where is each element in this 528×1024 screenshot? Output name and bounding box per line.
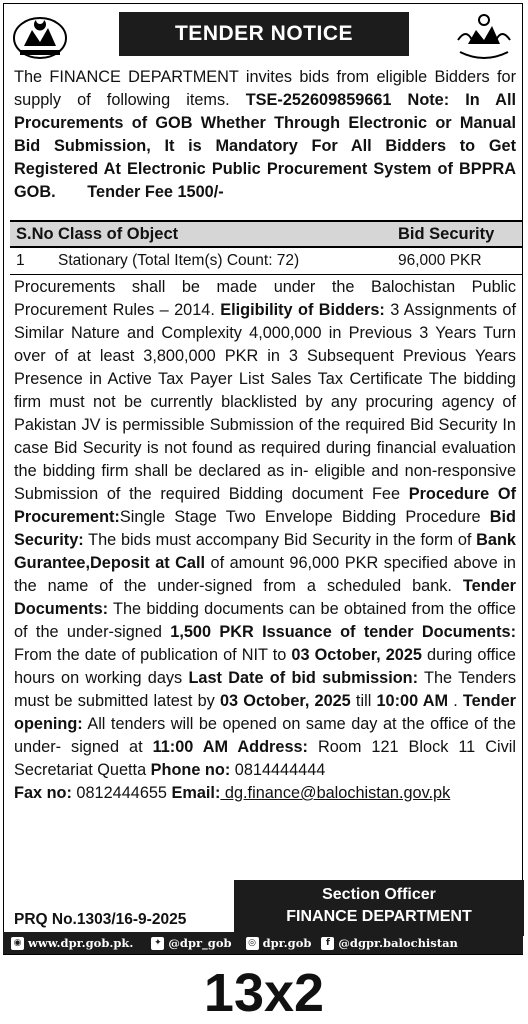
body-text: during office hours on working days — [14, 646, 516, 687]
body-bold: Tender opening: — [14, 692, 516, 733]
prq-number: PRQ No.1303/16-9-2025 — [14, 911, 187, 928]
signature-title: Section Officer — [322, 886, 436, 903]
twitter-label: @dpr_gob — [168, 936, 232, 950]
body-text: till — [350, 692, 377, 710]
intro-paragraph — [14, 66, 516, 204]
intro-text: The FINANCE DEPARTMENT invites bids from eligible Bidders for supply of following items. — [14, 68, 516, 109]
body-bold: 10:00 AM — [376, 692, 449, 710]
body-text: The bids must accompany Bid Security in the form of — [83, 531, 477, 549]
instagram-label: dpr.gob — [262, 936, 312, 950]
instagram-icon: ◎ — [246, 937, 259, 950]
fax-number: 0812444655 — [71, 784, 172, 802]
government-seal-icon — [452, 10, 516, 60]
body-text: Room 121 Block 11 Civil Secretariat Quetta — [14, 738, 516, 779]
globe-icon: ◉ — [11, 937, 24, 950]
page-title: TENDER NOTICE — [119, 12, 409, 56]
body-bold: Last Date of bid submission: — [188, 669, 419, 687]
table-row — [10, 248, 522, 275]
body-text: From the date of publication of NIT to — [14, 646, 292, 664]
body-text: . — [448, 692, 463, 710]
body-bold: Bid Security: — [14, 508, 516, 549]
notice-frame — [3, 3, 523, 955]
col-sno-header: S.No — [16, 224, 54, 243]
body-bold: 03 October, 2025 — [291, 646, 422, 664]
body-bold: 11:00 AM Address: — [152, 738, 308, 756]
signature-department: FINANCE DEPARTMENT — [286, 908, 472, 925]
ad-size-label: 13x2 — [203, 963, 325, 1023]
facebook-label: @dgpr.balochistan — [338, 936, 458, 950]
body-text: The Tenders must be submitted latest by — [14, 669, 516, 710]
body-bold: 03 October, 2025 — [220, 692, 351, 710]
body-text: of amount 96,000 PKR specified above in the name of the under-signed from a scheduled bank. — [14, 554, 516, 595]
body-bold: Eligibility of Bidders: — [220, 301, 385, 319]
body-bold: Fax no: — [14, 784, 72, 802]
cell-security: 96,000 PKR — [398, 252, 482, 269]
body-bold: Email: — [171, 784, 221, 802]
items-table — [10, 220, 522, 272]
intro-note: TSE-252609859661 Note: In All Procurements of GOB Whether Through Electronic or Manual Bid Submission, It is Mandatory For All Bidders to Get Registered At Electronic Public Procurement System of BPPRA GOB. — [14, 91, 516, 201]
cell-object: Stationary (Total Item(s) Count: 72) — [58, 252, 300, 269]
body-text: All tenders will be opened on same day at the office of the under- signed at — [14, 715, 516, 756]
cell-sno: 1 — [16, 252, 25, 269]
body-paragraph — [14, 276, 516, 805]
email-link[interactable]: dg.finance@balochistan.gov.pk — [220, 784, 451, 802]
header — [4, 4, 524, 66]
table-header — [10, 220, 522, 248]
body-bold: 1,500 PKR Issuance of tender Documents: — [170, 623, 516, 641]
footer-facebook[interactable] — [321, 936, 458, 950]
website-label: www.dpr.gob.pk. — [28, 936, 134, 950]
body-text: The bidding documents can be obtained from the office of the under-signed — [14, 600, 516, 641]
footer-website[interactable] — [11, 936, 133, 950]
body-bold: Phone no: — [150, 761, 231, 779]
body-bold: Procedure Of Procurement: — [14, 485, 516, 526]
signature-block — [234, 880, 524, 936]
body-bold: Bank Gurantee,Deposit at Call — [14, 531, 516, 572]
body-text: 3 Assignments of Similar Nature and Complexity 4,000,000 in Previous 3 Years Turn over of at least 3,800,000 PKR in 3 Subsequent Previous Years Presence in Active Tax Payer List Sales Tax Certificate The bidding firm must not be currently blacklisted by any procuring agency of Pakistan JV is permissible Submission of the required Bid Security In case Bid Security is not found as required during financial evaluation the bidding firm shall be declared as in- eligible and non-responsive Submission of the required Bidding document Fee — [14, 301, 516, 503]
body-text: Procurements shall be made under the Balochistan Public Procurement Rules – 2014. — [14, 278, 516, 319]
col-security-header: Bid Security — [398, 224, 495, 243]
body-text: Single Stage Two Envelope Bidding Procedure — [119, 508, 490, 526]
body-bold: Tender Documents: — [14, 577, 516, 618]
balochistan-emblem-icon — [10, 10, 70, 60]
facebook-icon: f — [321, 937, 334, 950]
phone-number: 0814444444 — [230, 761, 326, 779]
col-object-header: Class of Object — [58, 224, 179, 243]
twitter-icon: ✦ — [151, 937, 164, 950]
footer-bar — [3, 932, 523, 954]
footer-twitter[interactable] — [151, 936, 231, 950]
footer-instagram[interactable] — [246, 936, 312, 950]
tender-fee: Tender Fee 1500/- — [87, 183, 224, 201]
